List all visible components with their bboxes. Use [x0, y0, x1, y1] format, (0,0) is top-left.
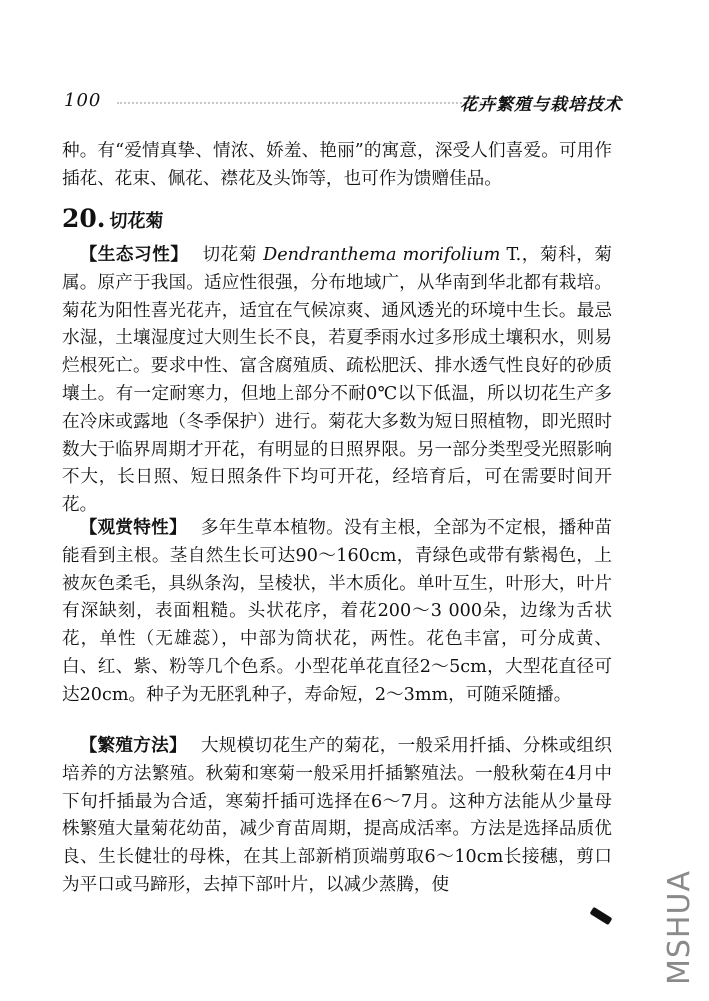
paragraph-tag: 【繁殖方法】: [79, 736, 187, 756]
paragraph-text: 切花菊: [202, 245, 257, 265]
section-heading: [62, 204, 164, 236]
watermark: MSHUA: [662, 870, 697, 985]
header-dotted-rule: [117, 102, 497, 104]
paragraph-text: T.，菊科，菊属。原产于我国。适应性很强，分布地域广，从华南到华北都有栽培。菊花为阳性喜光花卉，适宜在气候凉爽、通风透光的环境中生长。最忌水湿，土壤湿度过大则生长不良，若夏季雨水过多形成土壤积水，则易烂根死亡。要求中性、富含腐殖质、疏松肥沃、排水透气性良好的砂质壤土。有一定耐寒力，但地上部分不耐0℃以下低温，所以切花生产多在冷床或露地（冬季保护）进行。菊花大多数为短日照植物，即光照时数大于临界周期才开花，有明显的日照界限。另一部分类型受光照影响不大，长日照、短日照条件下均可开花，经培育后，可在需要时间开花。: [62, 245, 612, 516]
latin-name: Dendranthema morifolium: [263, 245, 501, 265]
paragraph-ornamental-features: [62, 515, 612, 710]
paragraph-tag: 【生态习性】: [79, 245, 189, 265]
scan-mark: [590, 907, 613, 925]
paragraph-text: 多年生草本植物。没有主根，全部为不定根，播种苗能看到主根。茎自然生长可达90～160cm，青绿色或带有紫褐色，上被灰色柔毛，具纵条沟，呈棱状，半木质化。单叶互生，叶形大，叶片有深缺刻，表面粗糙。头状花序，着花200～3 000朵，边缘为舌状花，单性（无雄蕊），中部为筒状花，两性。花色丰富，可分成黄、白、红、紫、粉等几个色系。小型花单花直径2～5cm，大型花直径可达20cm。种子为无胚乳种子，寿命短，2～3mm，可随采随播。: [62, 518, 612, 705]
section-title: 切花菊: [109, 211, 164, 232]
running-book-title: 花卉繁殖与栽培技术: [460, 95, 622, 115]
paragraph-text: 大规模切花生产的菊花，一般采用扦插、分株或组织培养的方法繁殖。秋菊和寒菊一般采用扦插繁殖法。一般秋菊在4月中下旬扦插最为合适，寒菊扦插可选择在6～7月。这种方法能从少量母株繁殖大量菊花幼苗，减少育苗周期，提高成活率。方法是选择品质优良、生长健壮的母株，在其上部新梢顶端剪取6～10cm长接穗，剪口为平口或马蹄形，去掉下部叶片，以减少蒸腾，使: [62, 736, 612, 895]
paragraph-ecological-habits: [62, 242, 612, 520]
page-number: 100: [64, 90, 102, 111]
running-header: [62, 90, 622, 118]
paragraph-tag: 【观赏特性】: [79, 518, 187, 538]
continuation-paragraph: 种。有“爱情真挚、情浓、娇羞、艳丽”的寓意，深受人们喜爱。可用作插花、花束、佩花、襟花及头饰等，也可作为馈赠佳品。: [62, 141, 612, 189]
paragraph-propagation-methods: [62, 733, 612, 900]
section-number: 20.: [62, 204, 106, 233]
